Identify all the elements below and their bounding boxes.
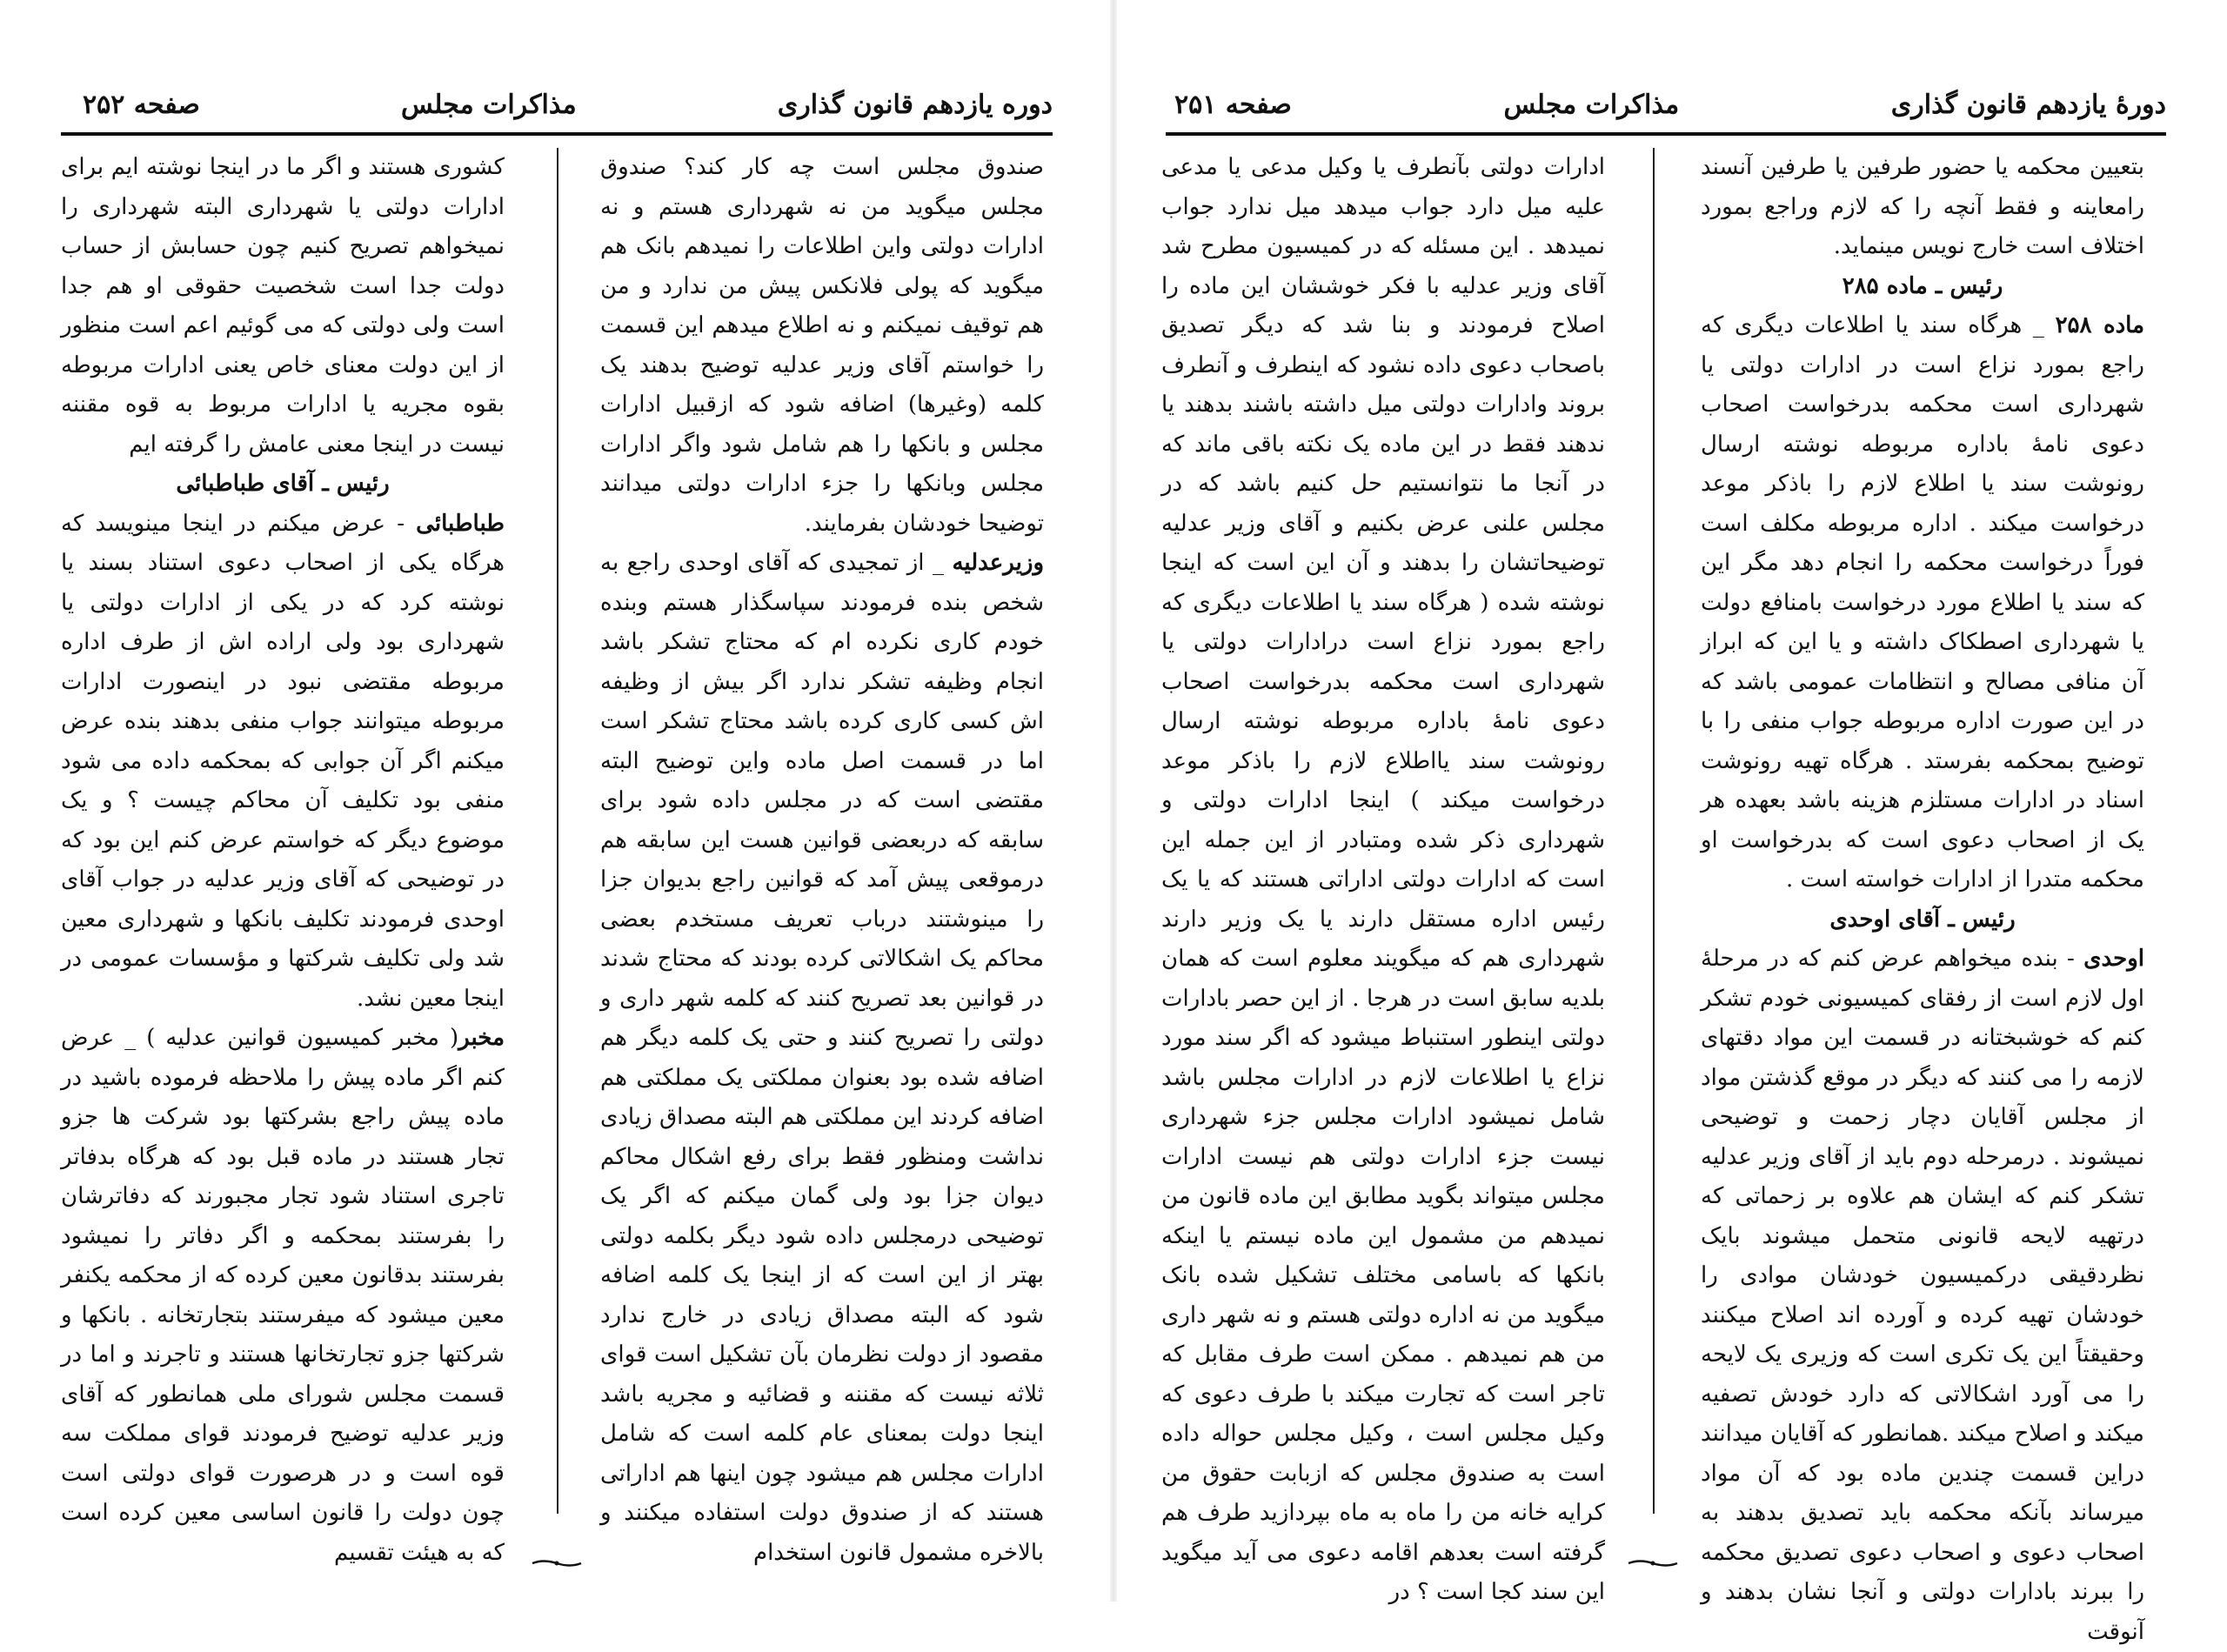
speaker-name: طباطبائی <box>416 510 505 537</box>
speech-paragraph <box>61 505 505 1020</box>
body-paragraph: صندوق مجلس است چه کار کند؟ صندوق مجلس میگوید من نه شهرداری هستم و نه ادارات دولتی واین اطلاعات را نمیدهم بانک هم میگوید که پولی فلانکس پیش من ندارد و من هم توقیف نمیکنم و نه اطلاع میدهم این قسمت را خواستم آقای وزیر عدلیه توضیح بدهند یک کلمه (وغیرها) اضافه شود که ازقبیل ادارات مجلس و بانکها را هم شامل شود واگر ادارات مجلس وبانکها را جزء ادارات دولتی میدانند توضیحا خودشان بفرمایند. <box>600 154 1044 537</box>
speech-text: - عرض میکنم در اینجا مینویسد که هرگاه یکی از اصحاب دعوی استناد بسند یا نوشته کرد که در یکی از ادارات دولتی یا شهرداری بود ولی اراده اش از طرف اداره مربوطه مقتضی نبود در اینصورت ادارات مربوطه میتوانند جواب منفی بدهند بنده عرض میکنم اگر آن جوابی که بمحکمه داده می شود منفی بود تکلیف آن محاکم چیست ؟ و یک موضوع دیگر که خواستم عرض کنم این بود که در توضیحی که آقای وزیر عدلیه در جواب آقای اوحدی فرمودند تکلیف بانکها و شهرداری معین شد ولی تکلیف شرکتها و مؤسسات عمومی در اینجا معین نشد. <box>61 510 505 1012</box>
speech-text: _ هرگاه سند یا اطلاعات دیگری که راجع بمورد نزاع است در ادارات دولتی یا شهرداری است محکمه بدرخواست اصحاب دعوی نامهٔ باداره مربوطه نوشته ارسال رونوشت سند یا اطلاع لازم را باذکر موعد درخواست میکند . اداره مربوطه مکلف است فوراً درخواست محکمه را انجام دهد مگر این که سند یا اطلاع مورد درخواست بامنافع دولت یا شهرداری اصطکاک داشته و یا این که ابراز آن منافی مصالح و انتظامات عمومی باشد که در این صورت اداره مربوطه جواب منفی را با توضیح بمحکمه بفرستد . هرگاه تهیه رونوشت اسناد در ادارات مستلزم هزینه باشد بعهده هر یک از اصحاب دعوی است که بدرخواست او محکمه متدرا از ادارات خواسته است . <box>1701 312 2144 893</box>
body-paragraph: ادارات دولتی بآنطرف یا وکیل مدعی یا مدعی علیه میل دارد جواب میدهد میل ندارد جواب نمیدهد . این مسئله که در کمیسیون مطرح شد آقای وزیر عدلیه با فکر خوششان این ماده را اصلاح فرمودند و بنا شد که دیگر تصدیق باصحاب دعوی داده نشود که اینطرف و آنطرف بروند وادارات دولتی میل داشته باشند بدهند یا ندهند فقط در این ماده یک نکته باقی ماند که در آنجا ما نتوانستیم حل کنیم باشد که در مجلس علنی عرض بکنیم و آقای وزیر عدلیه توضیحاتشان را بدهند و آن این است که اینجا نوشته شده ( هرگاه سند یا اطلاعات دیگری که راجع بمورد نزاع است درادارات دولتی یا شهرداری است محکمه بدرخواست اصحاب دعوی نامهٔ باداره مربوطه نوشته ارسال رونوشت سند یااطلاع لازم را باذکر موعد درخواست میکند ) اینجا ادارات دولتی و شهرداری ذکر شده ومتبادر از این جمله این است که ادارات دولتی اداراتی هستند که یا یک رئیس اداره مستقل دارند یا یک وزیر دارند شهرداری هم که میگویند معلوم است که همان بلدیه سابق است در هرجا . از این حصر بادارات دولتی اینطور استنباط میشود که اگر سند مورد نزاع یا اطلاعات لازم در ادارات مجلس باشد شامل نمیشود ادارات مجلس جزء شهرداری نیست جزء ادارات دولتی هم نیست ادارات مجلس میتواند بگوید مطابق این ماده قانون من نمیدهم من مشمول این ماده نیستم یا اینکه بانکها که باسامی مختلف تشکیل شده بانک میگوید من نه اداره دولتی هستم و نه شهر داری من هم نمیدهم . ممکن است طرف مقابل که تاجر است که تجارت میکند با طرف دعوی که وکیل مجلس است ، وکیل مجلس حواله داده است به صندوق مجلس که ازبابت حقوق من کرایه خانه من را ماه به ماه بپردازید طرف هم گرفته است بعدهم اقامه دعوی می آید میگوید این سند کجا است ؟ در <box>1161 154 1605 1605</box>
speaker-name: اوحدی <box>2083 946 2144 972</box>
page-title: مذاکرات مجلس <box>1503 89 1680 120</box>
speaker-name: وزیرعدلیه <box>952 550 1044 576</box>
header-rule <box>61 132 1053 136</box>
right-page-right-column <box>1701 148 2144 1645</box>
section-heading: رئیس ـ آقای طباطبائی <box>176 471 390 497</box>
speech-text: - بنده میخواهم عرض کنم که در مرحلهٔ اول لازم است از رفقای کمیسیونی خودم تشکر کنم که خوشبختانه در قسمت این مواد دقتهای لازمه را می کنند که دیگر در موقع گذشتن مواد از مجلس آقایان دچار زحمت و توضیحی نمیشوند . درمرحله دوم باید از آقای وزیر عدلیه تشکر کنم که ایشان هم علاوه بر زحماتی که درتهیه لایحه قانونی متحمل میشوند بایک نظردقیقی درکمیسیون خودشان موادی را خودشان تهیه کرده و آورده اند اصلاح میکنند وحقیقتاً این یک تکری است که وزیری یک لایحه را می آورد اشکالاتی که دارد خودش تصفیه میکند و اصلاح میکند .همانطور که آقایان میدانند دراین قسمت چندین ماده بود که آن مواد میرساند بآنکه محکمه باید تصدیق بدهند به اصحاب دعوی و اصحاب دعوی تصدیق محکمه را ببرند بادارات دولتی و آنجا نشان بدهند و آنوقت <box>1701 946 2144 1645</box>
right-page-header <box>1174 83 2166 126</box>
left-page <box>0 0 1114 1602</box>
speech-paragraph <box>61 1019 505 1573</box>
speaker-name: مخبر <box>458 1025 505 1051</box>
speech-paragraph <box>600 544 1044 1573</box>
page-title: مذاکرات مجلس <box>401 89 577 120</box>
left-page-header <box>83 83 1053 126</box>
page-number: صفحه ۲۵۱ <box>1174 89 1292 120</box>
section-heading: رئیس ـ ماده ۲۸۵ <box>1842 272 2003 299</box>
header-rule <box>1166 132 2166 136</box>
footer-ornament <box>1627 1559 1679 1568</box>
left-page-left-column <box>61 148 505 1566</box>
footer-ornament <box>531 1559 583 1568</box>
column-divider <box>557 148 558 1514</box>
speech-paragraph <box>1701 940 2144 1652</box>
right-page <box>1114 0 2227 1645</box>
speaker-name: ماده ۲۵۸ <box>2055 312 2144 338</box>
column-divider <box>1653 148 1655 1514</box>
left-page-right-column <box>600 148 1045 1566</box>
speech-paragraph <box>1701 306 2144 900</box>
speech-text: _ از تمجیدی که آقای اوحدی راجع به شخص بنده فرمودند سپاسگذار هستم وبنده خودم کاری نکرده ام که محتاج تشکر باشد انجام وظیفه تشکر ندارد اگر بیش از وظیفه اش کسی کاری کرده باشد محتاج تشکر است اما در قسمت اصل ماده واین توضیح البته مقتضی است که در مجلس داده شود برای سابقه که دربعضی قوانین هست این سابقه هم درموقعی پیش آمد که قوانین راجع بدیوان جزا را مینوشتند درباب تعریف مستخدم بعضی محاکم یک اشکالاتی کرده بودند که محتاج شدند در قوانین بعد تصریح کنند که کلمه شهر داری و دولتی را تصریح کنند و حتی یک کلمه دیگر هم اضافه شده بود بعنوان مملکتی یک مملکتی هم اضافه کردند این مملکتی هم البته مصداق زیادی نداشت ومنظور فقط برای رفع اشکال محاکم دیوان جزا بود ولی گمان میکنم که اگر یک توضیحی درمجلس داده شود دیگر بکلمه دولتی بهتر از این است که از اینجا یک کلمه اضافه شود که البته مصداق زیادی در خارج ندارد مقصود از دولت نظرمان بآن تشکیل است قوای ثلاثه نیست که مقننه و قضائیه و مجریه باشد اینجا دولت بمعنای عام کلمه است که شامل ادارات مجلس هم میشود چون اینها هم اداراتی هستند که از صندوق دولت استفاده میکنند و بالاخره مشمول قانون استخدام <box>600 550 1045 1566</box>
session-label: دوره یازدهم قانون گذاری <box>777 89 1053 120</box>
session-label: دورهٔ یازدهم قانون گذاری <box>1890 89 2166 120</box>
right-page-left-column <box>1161 148 1605 1605</box>
body-paragraph: بتعیین محکمه یا حضور طرفین یا طرفین آنسند رامعاینه و فقط آنچه را که لازم وراجع بمورد اختلاف است خارج نویس مینماید. <box>1701 154 2144 259</box>
page-number: صفحه ۲۵۲ <box>83 89 200 120</box>
body-paragraph: کشوری هستند و اگر ما در اینجا نوشته ایم برای ادارات دولتی یا شهرداری البته شهرداری را نمیخواهم تصریح کنیم چون حسابش از حساب دولت جدا است شخصیت حقوقی او هم جدا است ولی دولتی که می گوئیم اعم است منظور از این دولت معنای خاص یعنی ادارات مربوطه بقوه مجریه یا ادارات مربوط به قوه مقننه نیست در اینجا معنی عامش را گرفته ایم <box>61 154 505 458</box>
speech-text: ( مخبر کمیسیون قوانین عدلیه ) _ عرض کنم اگر ماده پیش را ملاحظه فرموده باشید در ماده پیش راجع بشرکتها بود شرکت ها جزو تجار هستند در ماده قبل بود که هرگاه بدفاتر تاجری استناد شود تجار مجبورند که دفاترشان را بفرستند بمحکمه و اگر دفاتر را نمیشود بفرستند بدقانون معین کرده که از محکمه یکنفر معین میشود که میفرستند بتجارتخانه . بانکها و شرکتها جزو تجارتخانها هستند و تاجرند و اما در قسمت مجلس شورای ملی همانطور که آقای وزیر عدلیه توضیح فرمودند قوای مملکت سه قوه است و در هرصورت قوای دولتی است چون دولت را قانون اساسی معین کرده است که به هیئت تقسیم <box>61 1025 505 1566</box>
section-heading: رئیس ـ آقای اوحدی <box>1829 906 2016 933</box>
